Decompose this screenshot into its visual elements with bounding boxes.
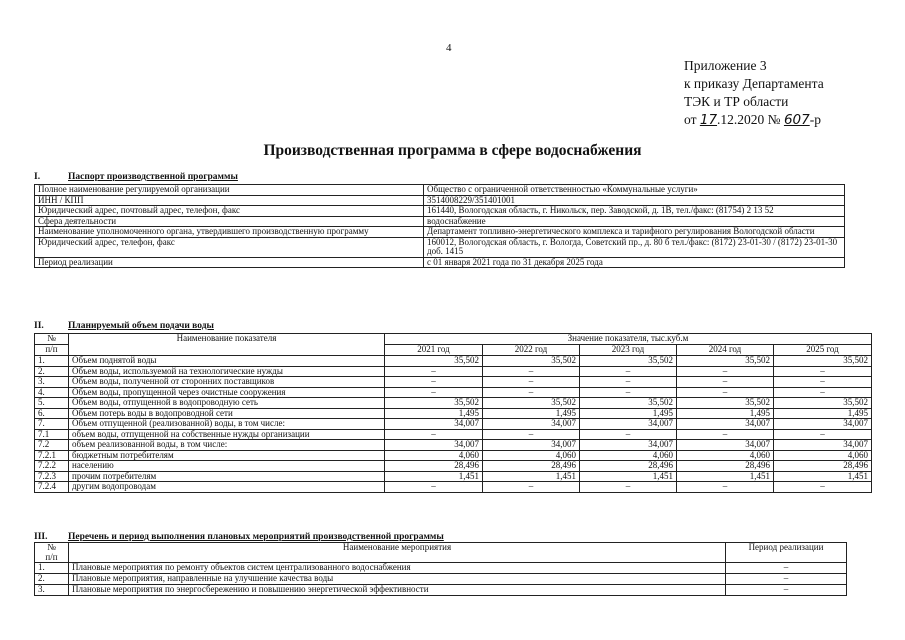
indicator-value: –: [385, 366, 483, 377]
indicator-value: 35,502: [483, 356, 580, 367]
measures-col-header-name: Наименование мероприятия: [69, 543, 726, 563]
appendix-line-2: к приказу Департамента: [684, 76, 824, 91]
indicator-name: другим водопроводам: [69, 482, 385, 493]
indicator-value: 35,502: [774, 356, 872, 367]
table-row: [35, 398, 872, 409]
table-row: [35, 377, 872, 388]
measures-col-header-period: Период реализации: [726, 543, 847, 563]
indicator-name: населению: [69, 461, 385, 472]
indicator-value: 1,495: [677, 408, 774, 419]
year-header: 2021 год: [385, 345, 483, 356]
passport-value: 161440, Вологодская область, г. Никольск, пер. Заводской, д. 1В, тел./факс: (81754) 2 13 52: [424, 206, 845, 217]
indicator-value: 34,007: [677, 419, 774, 430]
row-number: 7.1: [35, 429, 69, 440]
measure-name: Плановые мероприятия, направленные на улучшение качества воды: [69, 574, 726, 585]
measures-col-number-line-2: п/п: [45, 551, 58, 562]
year-header: 2023 год: [580, 345, 677, 356]
year-header: 2022 год: [483, 345, 580, 356]
indicator-value: –: [483, 366, 580, 377]
row-number: 1.: [35, 356, 69, 367]
indicator-value: –: [774, 387, 872, 398]
indicator-value: 4,060: [774, 450, 872, 461]
indicator-name: Объем воды, отпущенной в водопроводную сеть: [69, 398, 385, 409]
indicator-value: –: [580, 366, 677, 377]
passport-label: Наименование уполномоченного органа, утвердившего производственную программу: [35, 227, 424, 238]
row-number: 7.2.2: [35, 461, 69, 472]
indicator-value: 34,007: [774, 440, 872, 451]
table-row: [35, 387, 872, 398]
indicator-value: 35,502: [483, 398, 580, 409]
indicator-value: –: [774, 366, 872, 377]
section-3-title: Перечень и период выполнения плановых мероприятий производственной программы: [68, 532, 444, 542]
indicator-value: –: [677, 377, 774, 388]
section-1-title: Паспорт производственной программы: [68, 172, 238, 182]
row-number: 7.2.1: [35, 450, 69, 461]
measure-number: 2.: [35, 574, 69, 585]
table-row: [35, 482, 872, 493]
order-suffix: -р: [809, 112, 821, 127]
year-header: 2025 год: [774, 345, 872, 356]
passport-label: Юридический адрес, почтовый адрес, телефон, факс: [35, 206, 424, 217]
indicator-value: –: [385, 387, 483, 398]
indicator-name: прочим потребителям: [69, 471, 385, 482]
passport-label: Юридический адрес, телефон, факс: [35, 237, 424, 257]
indicator-value: –: [580, 377, 677, 388]
passport-label: Период реализации: [35, 257, 424, 268]
indicator-name: объем воды, отпущенной на собственные нужды организации: [69, 429, 385, 440]
table-row: [35, 471, 872, 482]
order-number-handwritten: 607: [783, 112, 810, 128]
measure-period: –: [726, 574, 847, 585]
appendix-block: [684, 57, 824, 129]
indicator-value: 1,451: [580, 471, 677, 482]
passport-value: водоснабжение: [424, 216, 845, 227]
indicator-value: 34,007: [385, 419, 483, 430]
indicator-name: Объем потерь воды в водопроводной сети: [69, 408, 385, 419]
measure-name: Плановые мероприятия по ремонту объектов систем централизованного водоснабжения: [69, 563, 726, 574]
indicator-value: 34,007: [385, 440, 483, 451]
date-rest: .12.2020 №: [717, 112, 781, 127]
indicator-value: 34,007: [677, 440, 774, 451]
section-2-number: II.: [34, 321, 44, 331]
indicator-value: 35,502: [580, 356, 677, 367]
date-prefix: от: [684, 112, 697, 127]
indicator-value: 28,496: [385, 461, 483, 472]
page-number: 4: [446, 42, 452, 54]
table-row: [35, 450, 872, 461]
indicator-value: 1,495: [483, 408, 580, 419]
indicator-value: 1,451: [385, 471, 483, 482]
passport-label: ИНН / КПП: [35, 195, 424, 206]
col-header-indicator: Наименование показателя: [69, 334, 385, 356]
measures-table: [34, 542, 847, 596]
col-header-number-2: п/п: [35, 345, 69, 356]
indicator-value: 1,495: [580, 408, 677, 419]
section-2-heading: [34, 321, 214, 331]
indicator-value: –: [774, 482, 872, 493]
measure-number: 3.: [35, 585, 69, 596]
indicator-value: 28,496: [580, 461, 677, 472]
indicator-value: 34,007: [580, 419, 677, 430]
table-row: [35, 195, 845, 206]
indicator-value: –: [677, 482, 774, 493]
indicator-value: –: [677, 429, 774, 440]
indicator-value: 34,007: [483, 440, 580, 451]
indicator-value: 4,060: [580, 450, 677, 461]
document-title: Производственная программа в сфере водоснабжения: [263, 142, 642, 159]
indicator-value: 4,060: [677, 450, 774, 461]
row-number: 7.: [35, 419, 69, 430]
indicator-name: объем реализованной воды, в том числе:: [69, 440, 385, 451]
indicator-value: 34,007: [483, 419, 580, 430]
row-number: 2.: [35, 366, 69, 377]
table-row: [35, 206, 845, 217]
indicator-name: бюджетным потребителям: [69, 450, 385, 461]
table-row: [35, 408, 872, 419]
passport-value: с 01 января 2021 года по 31 декабря 2025 года: [424, 257, 845, 268]
table-row: [35, 237, 845, 257]
indicator-value: 35,502: [580, 398, 677, 409]
measures-col-header-number: [35, 543, 69, 563]
section-1-number: I.: [34, 172, 41, 182]
indicator-value: –: [774, 377, 872, 388]
indicator-value: 28,496: [483, 461, 580, 472]
indicator-value: –: [385, 482, 483, 493]
indicator-name: Объем отпущенной (реализованной) воды, в том числе:: [69, 419, 385, 430]
row-number: 3.: [35, 377, 69, 388]
measure-period: –: [726, 563, 847, 574]
table-row: [35, 216, 845, 227]
indicator-value: –: [385, 429, 483, 440]
indicator-name: Объем поднятой воды: [69, 356, 385, 367]
indicator-value: 4,060: [385, 450, 483, 461]
indicator-value: –: [580, 429, 677, 440]
table-row: [35, 563, 847, 574]
table-row: [35, 185, 845, 196]
table-row: [35, 429, 872, 440]
passport-table-body: [35, 185, 845, 268]
indicator-value: 35,502: [677, 356, 774, 367]
date-day-handwritten: 17: [699, 112, 718, 128]
indicator-value: 34,007: [774, 419, 872, 430]
indicator-value: 1,451: [483, 471, 580, 482]
indicator-value: –: [580, 387, 677, 398]
appendix-line-1: Приложение 3: [684, 58, 767, 73]
measure-period: –: [726, 585, 847, 596]
passport-label: Сфера деятельности: [35, 216, 424, 227]
water-volume-table-body: [35, 356, 872, 493]
section-1-heading: [34, 172, 238, 182]
indicator-value: 1,495: [385, 408, 483, 419]
row-number: 4.: [35, 387, 69, 398]
table-row: [35, 227, 845, 238]
measures-col-number-line-1: №: [47, 542, 56, 552]
table-row: [35, 366, 872, 377]
table-row: [35, 574, 847, 585]
passport-value: Департамент топливно-энергетического комплекса и тарифного регулирования Вологодской области: [424, 227, 845, 238]
measure-number: 1.: [35, 563, 69, 574]
measures-table-body: [35, 563, 847, 596]
passport-table: [34, 184, 845, 268]
indicator-value: 1,451: [774, 471, 872, 482]
water-volume-table: [34, 333, 872, 493]
passport-label: Полное наименование регулируемой организации: [35, 185, 424, 196]
indicator-value: –: [483, 377, 580, 388]
indicator-value: 28,496: [677, 461, 774, 472]
indicator-value: 28,496: [774, 461, 872, 472]
indicator-value: 1,451: [677, 471, 774, 482]
table-row: [35, 257, 845, 268]
passport-value: Общество с ограниченной ответственностью «Коммунальные услуги»: [424, 185, 845, 196]
table-row: [35, 356, 872, 367]
indicator-value: 1,495: [774, 408, 872, 419]
indicator-value: 35,502: [385, 356, 483, 367]
row-number: 7.2: [35, 440, 69, 451]
appendix-date-line: [684, 111, 824, 129]
row-number: 7.2.3: [35, 471, 69, 482]
indicator-value: 4,060: [483, 450, 580, 461]
indicator-value: –: [677, 387, 774, 398]
section-3-heading: [34, 532, 444, 542]
indicator-value: –: [483, 482, 580, 493]
indicator-value: –: [580, 482, 677, 493]
appendix-line-3: ТЭК и ТР области: [684, 94, 789, 109]
passport-value: 3514008229/351401001: [424, 195, 845, 206]
table-row: [35, 585, 847, 596]
table-row: [35, 419, 872, 430]
year-header: 2024 год: [677, 345, 774, 356]
indicator-value: –: [385, 377, 483, 388]
table-row: [35, 461, 872, 472]
row-number: 5.: [35, 398, 69, 409]
indicator-value: –: [774, 429, 872, 440]
col-header-value: Значение показателя, тыс.куб.м: [385, 334, 872, 345]
indicator-name: Объем воды, полученной от сторонних поставщиков: [69, 377, 385, 388]
indicator-name: Объем воды, используемой на технологические нужды: [69, 366, 385, 377]
indicator-value: 35,502: [385, 398, 483, 409]
indicator-name: Объем воды, пропущенной через очистные сооружения: [69, 387, 385, 398]
indicator-value: 35,502: [677, 398, 774, 409]
measure-name: Плановые мероприятия по энергосбережению и повышению энергетической эффективности: [69, 585, 726, 596]
indicator-value: 34,007: [580, 440, 677, 451]
indicator-value: –: [677, 366, 774, 377]
section-2-title: Планируемый объем подачи воды: [68, 321, 214, 331]
table-row: [35, 440, 872, 451]
passport-value: 160012, Вологодская область, г. Вологда, Советский пр., д. 80 б тел./факс: (8172) 23-01-30 / (8172) 23-01-30 доб. 1415: [424, 237, 845, 257]
indicator-value: 35,502: [774, 398, 872, 409]
indicator-value: –: [483, 429, 580, 440]
indicator-value: –: [483, 387, 580, 398]
row-number: 6.: [35, 408, 69, 419]
col-header-number: №: [35, 334, 69, 345]
section-3-number: III.: [34, 532, 48, 542]
row-number: 7.2.4: [35, 482, 69, 493]
